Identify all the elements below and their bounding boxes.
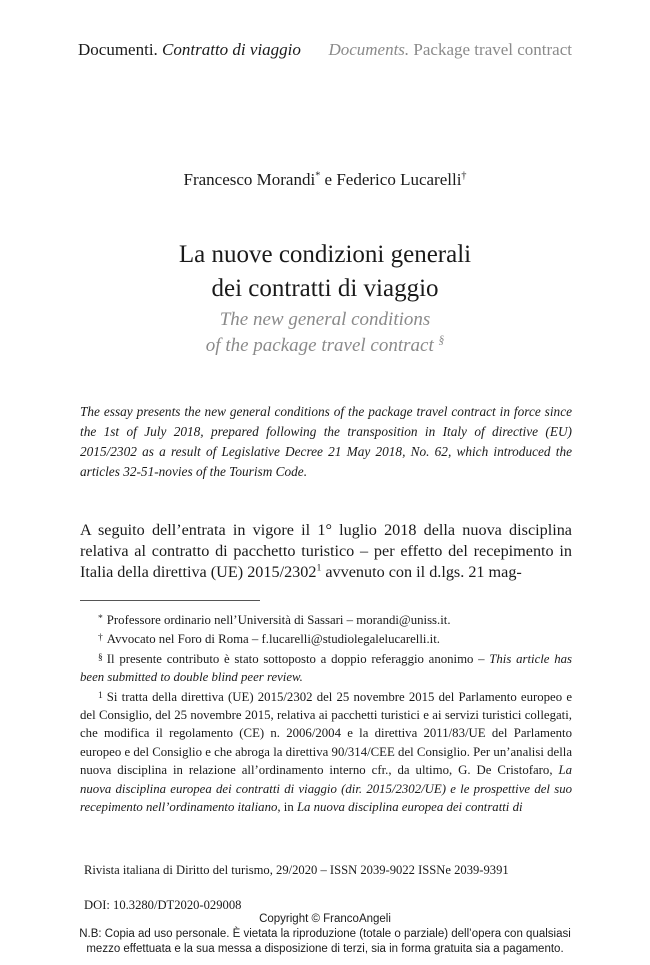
title-en-line: of the package travel contract (205, 335, 434, 356)
footnote-text: Avvocato nel Foro di Roma – f.lucarelli@studiolegalelucarelli.it. (106, 632, 440, 647)
title-line: dei contratti di viaggio (211, 275, 439, 302)
journal-info: Rivista italiana di Diritto del turismo, 29/2020 – ISSN 2039-9022 ISSNe 2039-9391 (84, 863, 509, 877)
authors (0, 170, 650, 190)
footnote-text: Si tratta della direttiva (UE) 2015/2302 del 25 novembre 2015 del Parlamento europeo e del Consiglio, del 25 novembre 2015, relativa ai pacchetti turistici e ai servizi turistici collegati, che modifica il regolamento (CE) n. 2006/2004 e la direttiva 2011/83/UE del Parlamento europeo e del Consiglio e che abroga la direttiva 90/314/CEE del Consiglio. Per un’analisi della nuova disciplina in relazione all’ordinamento interno cfr., da ultimo, G. De Cristofaro, (80, 689, 572, 778)
footnote-text-italic: This article has been submitted to double blind peer review. (80, 651, 572, 685)
usage-notice-line: mezzo effettuata e la sua messa a disposizione di terzi, sia in forma gratuita sia a pagamento. (86, 943, 564, 955)
footnote (80, 649, 572, 687)
running-head (78, 40, 572, 60)
copyright-notice: Copyright © FrancoAngeli (259, 913, 391, 925)
footnote-mark: 1 (98, 689, 103, 701)
footnote-text: Professore ordinario nell’Università di Sassari – morandi@uniss.it. (106, 613, 451, 627)
body-text (80, 520, 572, 583)
doi[interactable]: DOI: 10.3280/DT2020-029008 (84, 898, 242, 912)
footnote (80, 610, 572, 629)
body-text-run: avvenuto con il d.lgs. 21 mag- (321, 563, 522, 581)
running-head-right (328, 40, 572, 60)
running-head-left (78, 40, 301, 60)
footnote (80, 687, 572, 817)
footnote (80, 629, 572, 648)
author-name: Federico Lucarelli (336, 170, 462, 189)
body-text-run: A seguito dell’entrata in vigore il 1° luglio 2018 della nuova disciplina relativa al contratto di pacchetto turistico – per effetto del recepimento in Italia della direttiva (UE) 2015/2302 (80, 521, 572, 581)
title-en-line: The new general conditions (219, 309, 431, 330)
author-conjunction: e (320, 170, 337, 189)
abstract-text: The essay presents the new general conditions of the package travel contract in force since the 1st of July 2018, prepared following the transposition in Italy of directive (EU) 2015/2302 as a result of Legislative Decree 21 May 2018, No. 62, which introduced the articles 32-51-novies of the Tourism Code. (80, 404, 572, 479)
footnote-marker[interactable]: † (461, 170, 467, 182)
abstract (80, 402, 572, 482)
journal-section-label: Documenti. (78, 40, 163, 59)
footnote-separator (80, 600, 260, 601)
usage-notice (0, 927, 650, 957)
footnote-mark: † (98, 632, 103, 644)
usage-notice-line: N.B: Copia ad uso personale. È vietata la riproduzione (totale o parziale) dell’opera con qualsiasi (79, 928, 571, 940)
article-title-english (0, 307, 650, 359)
footnote-cited-title: La nuova disciplina europea dei contratti di viaggio (dir. 2015/2302/UE) e le prospettive del suo recepimento nell’ordinamento italiano (80, 763, 572, 815)
footnote-cited-title: La nuova disciplina europea dei contratti di (296, 800, 523, 815)
article-title (0, 238, 650, 306)
footnote-marker[interactable]: § (438, 334, 445, 347)
journal-section-label-en: Documents. (328, 40, 410, 59)
body-paragraph (80, 520, 572, 583)
footnote-text: , in (277, 800, 297, 815)
footnote-mark: § (98, 651, 103, 663)
footnote-marker[interactable]: 1 (316, 562, 322, 574)
journal-section-topic: Contratto di viaggio (162, 40, 301, 59)
title-line: La nuove condizioni generali (178, 241, 472, 268)
author-name: Francesco Morandi (183, 170, 316, 189)
footnote-marker[interactable]: * (315, 170, 321, 182)
footnote-text: Il presente contributo è stato sottoposto a doppio referaggio anonimo – (106, 651, 490, 666)
footnotes (80, 610, 572, 816)
footnote-mark: * (98, 613, 103, 624)
journal-section-topic-en: Package travel contract (409, 40, 572, 59)
